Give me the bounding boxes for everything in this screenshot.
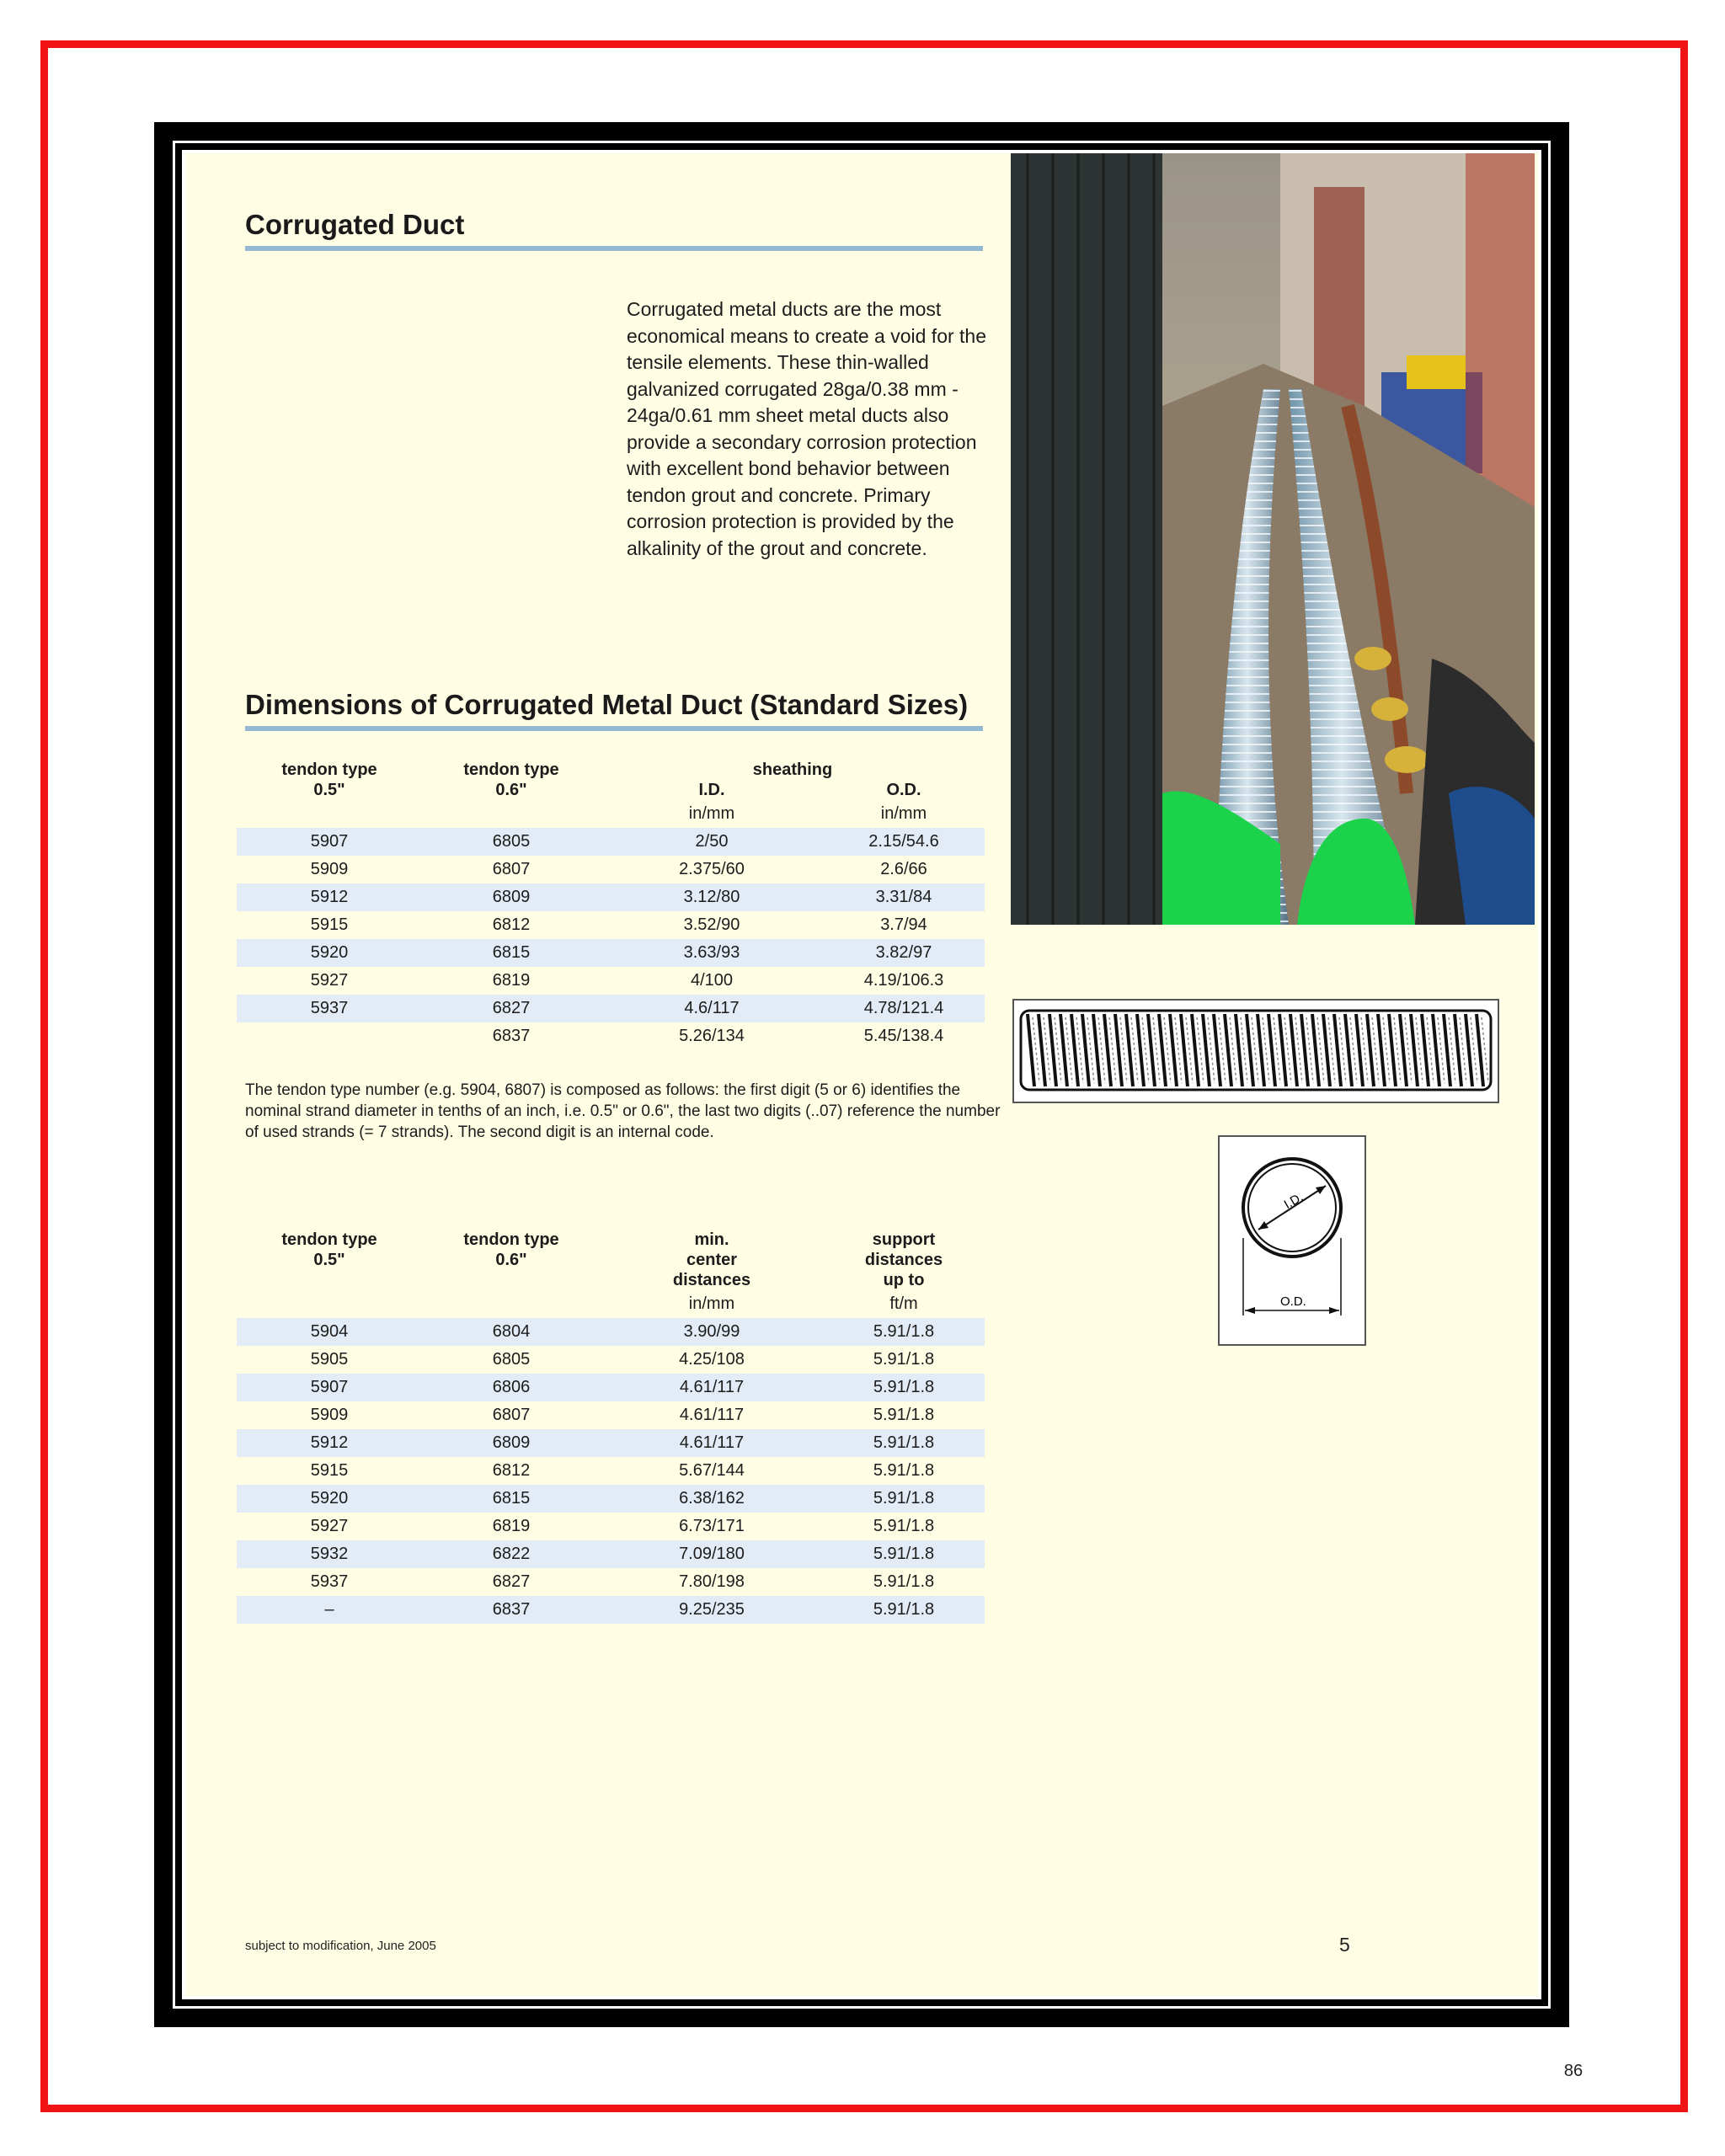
header-text: O.D. [886,781,921,799]
table-row [237,856,985,883]
table-body [237,1318,985,1624]
table-cell: 6806 [422,1374,601,1401]
dimensions-table [237,760,985,1050]
frame-line [173,141,1551,2009]
table-cell: 5909 [310,860,349,878]
table-row [237,1401,985,1429]
header-text: 0.5" [313,1251,345,1269]
table-cell: 5927 [310,971,349,990]
table-cell: 6809 [422,883,601,911]
document-page [182,150,1541,1999]
header-text: tendon type [281,1230,377,1249]
units-row [237,1290,985,1318]
header-text: tendon type [281,760,377,779]
table-cell: 5920 [237,1485,422,1513]
distances-table [237,1230,985,1624]
table-cell: 6.38/162 [601,1485,823,1513]
table-cell: 9.25/235 [601,1596,823,1624]
unit-cell [422,800,601,828]
table-row [237,883,985,911]
duct-cross-section-drawing [1218,1135,1366,1346]
table-cell: 6837 [422,1596,601,1624]
table-cell: 6809 [422,1429,601,1457]
table-cell: 6837 [492,1027,531,1045]
header-text: support [872,1230,936,1249]
intro-paragraph: Corrugated metal ducts are the most economical means to create a void for the tensile elements. These thin-walled galvanized corrugated 28ga/0.38 mm - 24ga/0.61 mm sheet metal ducts also provide a secondary corrosion protection with excellent bond behavior between tendon grout and concrete. Primary corrosion protection is provided by the alkalinity of the grout and concrete. [627,298,987,559]
table-cell: 4.61/117 [601,1374,823,1401]
table-row [237,995,985,1022]
table-header-row [237,1230,985,1290]
od-label: O.D. [1280,1294,1306,1309]
table-cell: 5.26/134 [679,1027,745,1045]
table-row [237,1457,985,1485]
table-cell: – [237,1596,422,1624]
table-cell: 2.15/54.6 [823,828,985,856]
table-cell: 3.12/80 [601,883,823,911]
duct-side-view-drawing [1012,999,1499,1103]
page-content [185,153,1535,1996]
table-cell: 6805 [422,828,601,856]
table-cell: 5937 [310,1572,349,1591]
table-cell: 4.78/121.4 [823,995,985,1022]
header-text: up to [883,1271,925,1289]
table-cell: 2/50 [601,828,823,856]
table-row [237,1318,985,1346]
unit-cell [237,1290,422,1318]
table-row [237,1374,985,1401]
table-cell: 5.91/1.8 [873,1572,935,1591]
header-text: center [686,1251,738,1269]
tendon-type-note: The tendon type number (e.g. 5904, 6807) is composed as follows: the first digit (5 or 6) identifies the nominal strand diameter in tenths of an inch, i.e. 0.5" or 0.6", the last two digits (..07) reference the number of used strands (= 7 strands). The second digit is an internal code. [245,1081,1001,1141]
table-cell: 5927 [310,1517,349,1535]
unit-cell: in/mm [688,804,735,823]
table-header-row [237,760,985,800]
table-cell: 5905 [310,1350,349,1369]
table-cell: 4/100 [690,971,734,990]
table-row [237,911,985,939]
title-rule [245,246,983,251]
unit-cell [422,1290,601,1318]
unit-cell [237,800,422,828]
table-cell: 5.91/1.8 [873,1517,935,1535]
table-row [237,967,985,995]
table-cell: 5.67/144 [679,1461,745,1480]
table-cell: 5920 [237,939,422,967]
table-row [237,939,985,967]
table-cell: 3.82/97 [823,939,985,967]
table-cell: 3.7/94 [880,915,927,934]
page-title: Corrugated Duct [245,209,465,240]
table-cell: 5904 [237,1318,422,1346]
table-cell: 5915 [310,915,349,934]
table-row [237,1485,985,1513]
table-cell: 6.73/171 [679,1517,745,1535]
document-frame [154,122,1569,2027]
header-tendon-05 [237,1230,422,1290]
header-text: 0.5" [313,781,345,799]
table-cell: 5.91/1.8 [823,1540,985,1568]
table-cell: 6812 [492,1461,531,1480]
table-cell: 3.90/99 [601,1318,823,1346]
table-cell: 6807 [492,860,531,878]
table-cell: 3.52/90 [683,915,740,934]
table-row [237,1540,985,1568]
section-rule [245,726,983,731]
header-text: sheathing [752,760,833,779]
header-text: 0.6" [495,781,527,799]
outer-page-number: 86 [1563,2062,1583,2080]
table-cell: 5.91/1.8 [823,1596,985,1624]
table-cell: 5.91/1.8 [823,1429,985,1457]
table-cell: 5907 [237,1374,422,1401]
table-cell: 4.6/117 [601,995,823,1022]
table-row [237,1596,985,1624]
table-cell: 5.91/1.8 [823,1318,985,1346]
header-support [823,1230,985,1290]
table-cell: 2.6/66 [880,860,927,878]
table-cell: 2.375/60 [679,860,745,878]
table-cell: 6812 [492,915,531,934]
header-text: tendon type [463,1230,559,1249]
table-row [237,1429,985,1457]
table-cell: 6819 [492,971,531,990]
table-cell: 7.80/198 [679,1572,745,1591]
table-row [237,1513,985,1540]
header-text: tendon type [463,760,559,779]
table-cell: 5907 [237,828,422,856]
header-text: I.D. [698,781,725,799]
table-cell: 3.31/84 [823,883,985,911]
footer-note: subject to modification, June 2005 [245,1939,436,1953]
unit-cell: in/mm [688,1294,735,1313]
table-row [237,1568,985,1596]
table-cell: 4.25/108 [679,1350,745,1369]
table-cell: 5932 [237,1540,422,1568]
table-cell: 5.91/1.8 [873,1461,935,1480]
header-text: distances [864,1251,943,1269]
table-cell: 4.61/117 [679,1406,745,1424]
table-row [237,1346,985,1374]
table-cell: 5915 [310,1461,349,1480]
header-sheathing [601,760,985,800]
table-cell: 5909 [310,1406,349,1424]
table-cell: 5937 [237,995,422,1022]
header-tendon-06 [422,1230,601,1290]
units-row [237,800,985,828]
header-text: distances [672,1271,751,1289]
table-cell: 6827 [422,995,601,1022]
table-cell: 5.91/1.8 [823,1485,985,1513]
table-cell: 6807 [492,1406,531,1424]
table-cell: 6815 [422,939,601,967]
page-number: 5 [1339,1934,1350,1956]
header-tendon-06 [422,760,601,800]
table-row [237,828,985,856]
unit-cell: in/mm [880,804,927,823]
table-cell: 6805 [492,1350,531,1369]
table-cell: 7.09/180 [601,1540,823,1568]
table-body [237,828,985,1050]
table-row [237,1022,985,1050]
construction-photo [1011,153,1535,925]
section-title: Dimensions of Corrugated Metal Duct (Standard Sizes) [245,689,969,720]
table-cell: 5.91/1.8 [873,1406,935,1424]
table-cell: 6819 [492,1517,531,1535]
table-cell: 6804 [422,1318,601,1346]
table-cell: 5912 [237,1429,422,1457]
header-tendon-05 [237,760,422,800]
table-cell: 6827 [492,1572,531,1591]
table-cell: 5912 [237,883,422,911]
header-text: 0.6" [495,1251,527,1269]
table-cell: 4.19/106.3 [863,971,944,990]
unit-cell: ft/m [889,1294,918,1313]
table-cell: 5.91/1.8 [823,1374,985,1401]
table-cell: 6822 [422,1540,601,1568]
table-cell [237,1022,422,1050]
header-text: min. [694,1230,729,1249]
header-min-center [601,1230,823,1290]
table-cell: 6815 [422,1485,601,1513]
id-label: I.D. [1281,1189,1306,1213]
table-cell: 5.91/1.8 [873,1350,935,1369]
table-cell: 5.45/138.4 [863,1027,944,1045]
table-cell: 3.63/93 [601,939,823,967]
table-cell: 4.61/117 [601,1429,823,1457]
